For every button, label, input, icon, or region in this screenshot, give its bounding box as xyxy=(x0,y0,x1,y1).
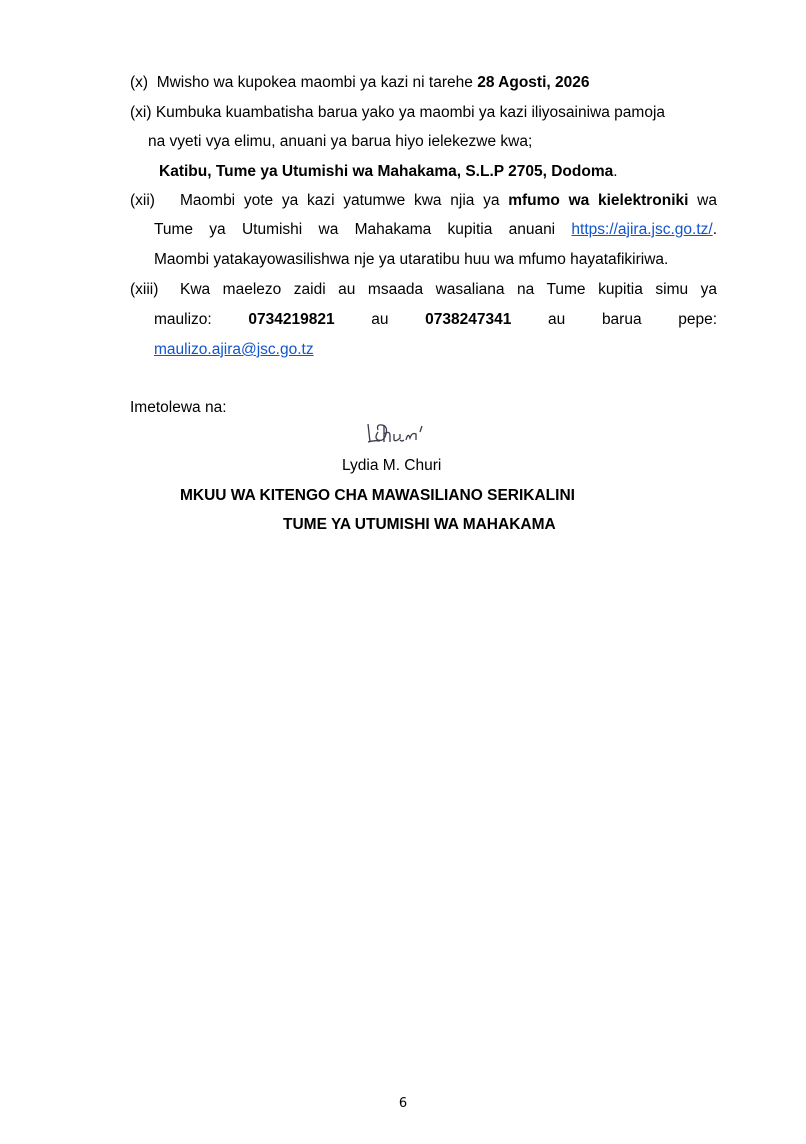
phone-number-1: 0734219821 xyxy=(248,311,335,328)
item-xiii-text-1: Kwa maelezo zaidi au msaada wasaliana na Tume kupitia simu ya xyxy=(180,281,717,298)
item-xii-text-3: Maombi yatakayowasilishwa nje ya utaratibu huu wa mfumo hayatafikiriwa. xyxy=(154,251,669,268)
item-xii-text-2: Tume ya Utumishi wa Mahakama kupitia anuani xyxy=(154,221,556,238)
address-end: . xyxy=(613,163,618,180)
signatory-organization: TUME YA UTUMISHI WA MAHAKAMA xyxy=(283,516,556,533)
item-xi-line2 xyxy=(148,132,532,152)
email-link[interactable]: maulizo.ajira@jsc.go.tz xyxy=(154,341,314,358)
item-xiii-or-2: au xyxy=(548,311,566,328)
item-xii-text-1: Maombi yote ya kazi yatumwe kwa njia ya xyxy=(180,192,500,209)
item-xii-line1 xyxy=(180,191,717,211)
system-name: mfumo wa kielektroniki xyxy=(508,192,689,209)
item-xiii-pepe: pepe: xyxy=(678,311,718,328)
item-xi-text-1: Kumbuka kuambatisha barua yako ya maombi ya kazi iliyosainiwa pamoja xyxy=(155,104,666,121)
ajira-portal-link[interactable]: https://ajira.jsc.go.tz/ xyxy=(571,221,713,238)
address-bold: Katibu, Tume ya Utumishi wa Mahakama, S.L.P 2705, Dodoma xyxy=(159,163,614,180)
item-x xyxy=(130,73,590,93)
item-x-deadline: 28 Agosti, 2026 xyxy=(477,74,590,91)
item-xiii-label: maulizo: xyxy=(154,311,212,328)
phone-number-2: 0738247341 xyxy=(425,311,512,328)
item-xiii-line1 xyxy=(180,280,717,300)
page-number: 6 xyxy=(398,1096,408,1111)
item-xiii-or-1: au xyxy=(371,311,389,328)
item-xii-line2 xyxy=(154,220,717,240)
item-xiii-line3 xyxy=(154,340,314,360)
item-xi-address xyxy=(159,162,618,182)
item-x-text: Mwisho wa kupokea maombi ya kazi ni tarehe xyxy=(156,74,473,91)
signatory-name: Lydia M. Churi xyxy=(342,457,442,474)
item-xiii-number: (xiii) xyxy=(130,281,159,298)
item-xi-text-2: na vyeti vya elimu, anuani ya barua hiyo ielekezwe kwa; xyxy=(148,133,533,150)
item-xii-line3 xyxy=(154,250,668,270)
item-xii-text-1-end: wa xyxy=(697,192,717,209)
item-xii-text-2-end: . xyxy=(712,221,717,238)
item-xii-number: (xii) xyxy=(130,192,155,209)
item-xi-line1 xyxy=(130,103,665,123)
handwritten-signature xyxy=(364,418,434,452)
item-xi-number: (xi) xyxy=(130,104,152,121)
item-xiii-line2 xyxy=(154,310,717,330)
signatory-title: MKUU WA KITENGO CHA MAWASILIANO SERIKALINI xyxy=(180,487,575,504)
issued-by-label: Imetolewa na: xyxy=(130,399,227,416)
item-xiii-barua: barua xyxy=(601,311,642,328)
item-x-number: (x) xyxy=(130,74,149,91)
